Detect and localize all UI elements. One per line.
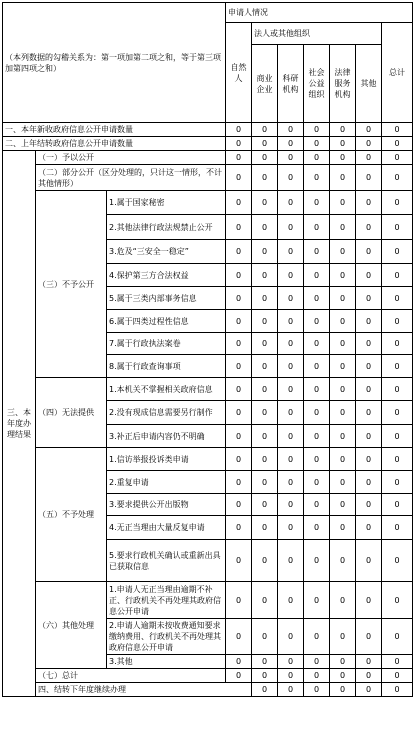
value-cell: 0	[226, 619, 252, 655]
value-cell: 0	[226, 310, 252, 333]
value-cell: 0	[330, 215, 356, 240]
business-header: 商业企业	[252, 45, 278, 123]
group-7-label: （七）总计	[36, 669, 226, 683]
table-row	[3, 669, 413, 683]
section-two-label: 二、上年结转政府信息公开申请数量	[3, 137, 226, 151]
value-cell: 0	[278, 264, 304, 287]
value-cell: 0	[356, 669, 382, 683]
value-cell: 0	[278, 494, 304, 516]
value-cell: 0	[382, 378, 413, 401]
value-cell: 0	[226, 355, 252, 378]
value-cell: 0	[252, 355, 278, 378]
value-cell: 0	[356, 655, 382, 669]
value-cell: 0	[382, 494, 413, 516]
group-2-label: （二）部分公开（区分处理的，只计这一情形，不计其他情形）	[36, 165, 226, 191]
value-cell: 0	[304, 471, 330, 494]
value-cell: 0	[252, 151, 278, 165]
value-cell: 0	[252, 516, 278, 540]
value-cell: 0	[252, 333, 278, 355]
value-cell: 0	[356, 582, 382, 619]
value-cell: 0	[226, 378, 252, 401]
value-cell: 0	[330, 582, 356, 619]
item-label: 1.属于国家秘密	[107, 191, 226, 215]
item-label: 3.其他	[107, 655, 226, 669]
item-label: 2.其他法律行政法规禁止公开	[107, 215, 226, 240]
value-cell: 0	[304, 494, 330, 516]
value-cell: 0	[278, 215, 304, 240]
value-cell: 0	[304, 669, 330, 683]
value-cell: 0	[304, 378, 330, 401]
applicant-header: 申请人情况	[226, 3, 413, 23]
value-cell: 0	[304, 137, 330, 151]
value-cell: 0	[304, 264, 330, 287]
value-cell: 0	[252, 264, 278, 287]
group-1-label: （一）予以公开	[36, 151, 226, 165]
value-cell: 0	[304, 683, 330, 697]
value-cell: 0	[382, 540, 413, 582]
value-cell: 0	[252, 137, 278, 151]
value-cell: 0	[226, 494, 252, 516]
item-label: 4.保护第三方合法权益	[107, 264, 226, 287]
value-cell: 0	[330, 137, 356, 151]
value-cell: 0	[226, 655, 252, 669]
value-cell: 0	[278, 378, 304, 401]
value-cell: 0	[382, 401, 413, 425]
value-cell: 0	[226, 401, 252, 425]
value-cell: 0	[226, 516, 252, 540]
value-cell: 0	[382, 425, 413, 448]
value-cell: 0	[356, 165, 382, 191]
value-cell: 0	[304, 240, 330, 264]
value-cell: 0	[330, 287, 356, 310]
value-cell: 0	[226, 425, 252, 448]
value-cell: 0	[304, 448, 330, 471]
table-row	[3, 683, 413, 697]
value-cell: 0	[356, 425, 382, 448]
value-cell: 0	[382, 151, 413, 165]
value-cell: 0	[356, 151, 382, 165]
item-label: 2.没有现成信息需要另行制作	[107, 401, 226, 425]
value-cell: 0	[278, 191, 304, 215]
item-label: 2.申请人逾期未按收费通知要求缴纳费用、行政机关不再处理其政府信息公开申请	[107, 619, 226, 655]
value-cell: 0	[330, 683, 356, 697]
value-cell: 0	[278, 310, 304, 333]
value-cell: 0	[382, 516, 413, 540]
value-cell: 0	[252, 582, 278, 619]
value-cell: 0	[226, 448, 252, 471]
value-cell: 0	[356, 471, 382, 494]
value-cell: 0	[304, 151, 330, 165]
value-cell: 0	[278, 240, 304, 264]
other-header: 其他	[356, 45, 382, 123]
item-label: 2.重复申请	[107, 471, 226, 494]
value-cell: 0	[278, 401, 304, 425]
value-cell: 0	[226, 540, 252, 582]
value-cell: 0	[382, 669, 413, 683]
value-cell: 0	[304, 333, 330, 355]
value-cell: 0	[382, 264, 413, 287]
value-cell: 0	[252, 287, 278, 310]
group-3-label: （三）不予公开	[36, 191, 107, 378]
value-cell: 0	[330, 655, 356, 669]
value-cell: 0	[278, 619, 304, 655]
value-cell: 0	[252, 669, 278, 683]
value-cell: 0	[278, 333, 304, 355]
total-header: 总计	[382, 23, 413, 123]
section-three-label: 三、本年度办理结果	[3, 151, 36, 697]
value-cell: 0	[252, 165, 278, 191]
value-cell: 0	[330, 191, 356, 215]
table-row	[3, 448, 413, 471]
header-row	[3, 3, 413, 23]
table-row	[3, 191, 413, 215]
value-cell: 0	[382, 683, 413, 697]
item-label: 8.属于行政查询事项	[107, 355, 226, 378]
value-cell: 0	[356, 355, 382, 378]
value-cell: 0	[252, 378, 278, 401]
public-org-header: 社会公益组织	[304, 45, 330, 123]
value-cell: 0	[330, 333, 356, 355]
value-cell: 0	[252, 619, 278, 655]
value-cell: 0	[226, 287, 252, 310]
value-cell: 0	[330, 471, 356, 494]
value-cell: 0	[356, 448, 382, 471]
value-cell: 0	[252, 494, 278, 516]
value-cell: 0	[356, 333, 382, 355]
value-cell: 0	[356, 494, 382, 516]
value-cell: 0	[356, 683, 382, 697]
value-cell: 0	[278, 355, 304, 378]
value-cell: 0	[226, 123, 252, 137]
value-cell: 0	[278, 425, 304, 448]
value-cell: 0	[278, 655, 304, 669]
value-cell: 0	[278, 123, 304, 137]
item-label: 6.属于四类过程性信息	[107, 310, 226, 333]
value-cell: 0	[278, 165, 304, 191]
table-row	[3, 137, 413, 151]
value-cell: 0	[304, 619, 330, 655]
value-cell: 0	[330, 669, 356, 683]
section-four-label: 四、结转下年度继续办理	[36, 683, 252, 697]
table-row	[3, 378, 413, 401]
value-cell: 0	[330, 151, 356, 165]
item-label: 4.无正当理由大量反复申请	[107, 516, 226, 540]
value-cell: 0	[330, 264, 356, 287]
value-cell: 0	[330, 240, 356, 264]
value-cell: 0	[226, 151, 252, 165]
value-cell: 0	[226, 165, 252, 191]
header-note: （本列数据的勾稽关系为：第一项加第二项之和，等于第三项加第四项之和）	[3, 3, 226, 123]
value-cell: 0	[330, 619, 356, 655]
report-table	[2, 2, 413, 697]
value-cell: 0	[226, 582, 252, 619]
value-cell: 0	[252, 240, 278, 264]
natural-person-header: 自然人	[226, 23, 252, 123]
value-cell: 0	[356, 215, 382, 240]
legal-service-header: 法律服务机构	[330, 45, 356, 123]
value-cell: 0	[330, 494, 356, 516]
table-row	[3, 165, 413, 191]
value-cell: 0	[330, 355, 356, 378]
value-cell: 0	[356, 540, 382, 582]
item-label: 7.属于行政执法案卷	[107, 333, 226, 355]
value-cell: 0	[356, 401, 382, 425]
value-cell: 0	[382, 137, 413, 151]
table-row	[3, 582, 413, 619]
value-cell: 0	[304, 540, 330, 582]
value-cell: 0	[356, 123, 382, 137]
value-cell: 0	[278, 582, 304, 619]
value-cell: 0	[382, 191, 413, 215]
value-cell: 0	[304, 165, 330, 191]
group-6-label: （六）其他处理	[36, 582, 107, 669]
value-cell: 0	[226, 137, 252, 151]
item-label: 1.本机关不掌握相关政府信息	[107, 378, 226, 401]
value-cell: 0	[382, 655, 413, 669]
value-cell: 0	[304, 401, 330, 425]
value-cell: 0	[330, 165, 356, 191]
value-cell: 0	[356, 137, 382, 151]
item-label: 5.属于三类内部事务信息	[107, 287, 226, 310]
legal-group-header: 法人或其他组织	[252, 23, 382, 45]
item-label: 1.信访举报投诉类申请	[107, 448, 226, 471]
value-cell: 0	[382, 333, 413, 355]
group-5-label: （五）不予处理	[36, 448, 107, 582]
value-cell: 0	[226, 191, 252, 215]
value-cell: 0	[304, 310, 330, 333]
value-cell: 0	[278, 287, 304, 310]
value-cell: 0	[304, 355, 330, 378]
value-cell: 0	[252, 471, 278, 494]
value-cell: 0	[382, 287, 413, 310]
item-label: 3.危及“三安全一稳定”	[107, 240, 226, 264]
value-cell: 0	[356, 240, 382, 264]
value-cell: 0	[304, 191, 330, 215]
value-cell: 0	[330, 123, 356, 137]
value-cell: 0	[330, 401, 356, 425]
value-cell: 0	[382, 215, 413, 240]
value-cell: 0	[382, 619, 413, 655]
value-cell: 0	[304, 582, 330, 619]
value-cell: 0	[382, 123, 413, 137]
group-4-label: （四）无法提供	[36, 378, 107, 448]
value-cell: 0	[278, 540, 304, 582]
value-cell: 0	[356, 619, 382, 655]
value-cell: 0	[278, 669, 304, 683]
section-one-label: 一、本年新收政府信息公开申请数量	[3, 123, 226, 137]
value-cell: 0	[252, 310, 278, 333]
value-cell: 0	[382, 582, 413, 619]
value-cell: 0	[382, 355, 413, 378]
table-row	[3, 151, 413, 165]
value-cell: 0	[226, 471, 252, 494]
value-cell: 0	[382, 310, 413, 333]
value-cell: 0	[304, 123, 330, 137]
value-cell: 0	[278, 137, 304, 151]
value-cell: 0	[278, 151, 304, 165]
value-cell: 0	[356, 516, 382, 540]
value-cell: 0	[226, 264, 252, 287]
value-cell: 0	[330, 425, 356, 448]
value-cell: 0	[278, 448, 304, 471]
item-label: 1.申请人无正当理由逾期不补正、行政机关不再处理其政府信息公开申请	[107, 582, 226, 619]
table-row	[3, 123, 413, 137]
value-cell: 0	[304, 425, 330, 448]
value-cell: 0	[382, 448, 413, 471]
value-cell: 0	[304, 655, 330, 669]
value-cell: 0	[252, 215, 278, 240]
value-cell: 0	[356, 287, 382, 310]
value-cell: 0	[356, 264, 382, 287]
value-cell: 0	[226, 333, 252, 355]
value-cell: 0	[226, 215, 252, 240]
value-cell: 0	[330, 540, 356, 582]
item-label: 3.要求提供公开出版物	[107, 494, 226, 516]
value-cell: 0	[252, 540, 278, 582]
research-header: 科研机构	[278, 45, 304, 123]
value-cell: 0	[382, 471, 413, 494]
value-cell: 0	[330, 378, 356, 401]
value-cell: 0	[330, 516, 356, 540]
value-cell: 0	[252, 425, 278, 448]
value-cell: 0	[304, 516, 330, 540]
value-cell: 0	[252, 123, 278, 137]
value-cell: 0	[252, 655, 278, 669]
item-label: 5.要求行政机关确认或重新出具已获取信息	[107, 540, 226, 582]
value-cell: 0	[330, 448, 356, 471]
value-cell: 0	[304, 287, 330, 310]
value-cell: 0	[304, 215, 330, 240]
value-cell: 0	[278, 516, 304, 540]
value-cell: 0	[252, 191, 278, 215]
value-cell: 0	[356, 310, 382, 333]
value-cell: 0	[330, 310, 356, 333]
value-cell: 0	[356, 378, 382, 401]
value-cell: 0	[278, 471, 304, 494]
value-cell: 0	[278, 683, 304, 697]
value-cell: 0	[382, 240, 413, 264]
value-cell: 0	[226, 669, 252, 683]
value-cell: 0	[226, 240, 252, 264]
item-label: 3.补正后申请内容仍不明确	[107, 425, 226, 448]
value-cell: 0	[252, 448, 278, 471]
value-cell: 0	[356, 191, 382, 215]
value-cell: 0	[252, 683, 278, 697]
value-cell: 0	[382, 165, 413, 191]
value-cell: 0	[252, 401, 278, 425]
